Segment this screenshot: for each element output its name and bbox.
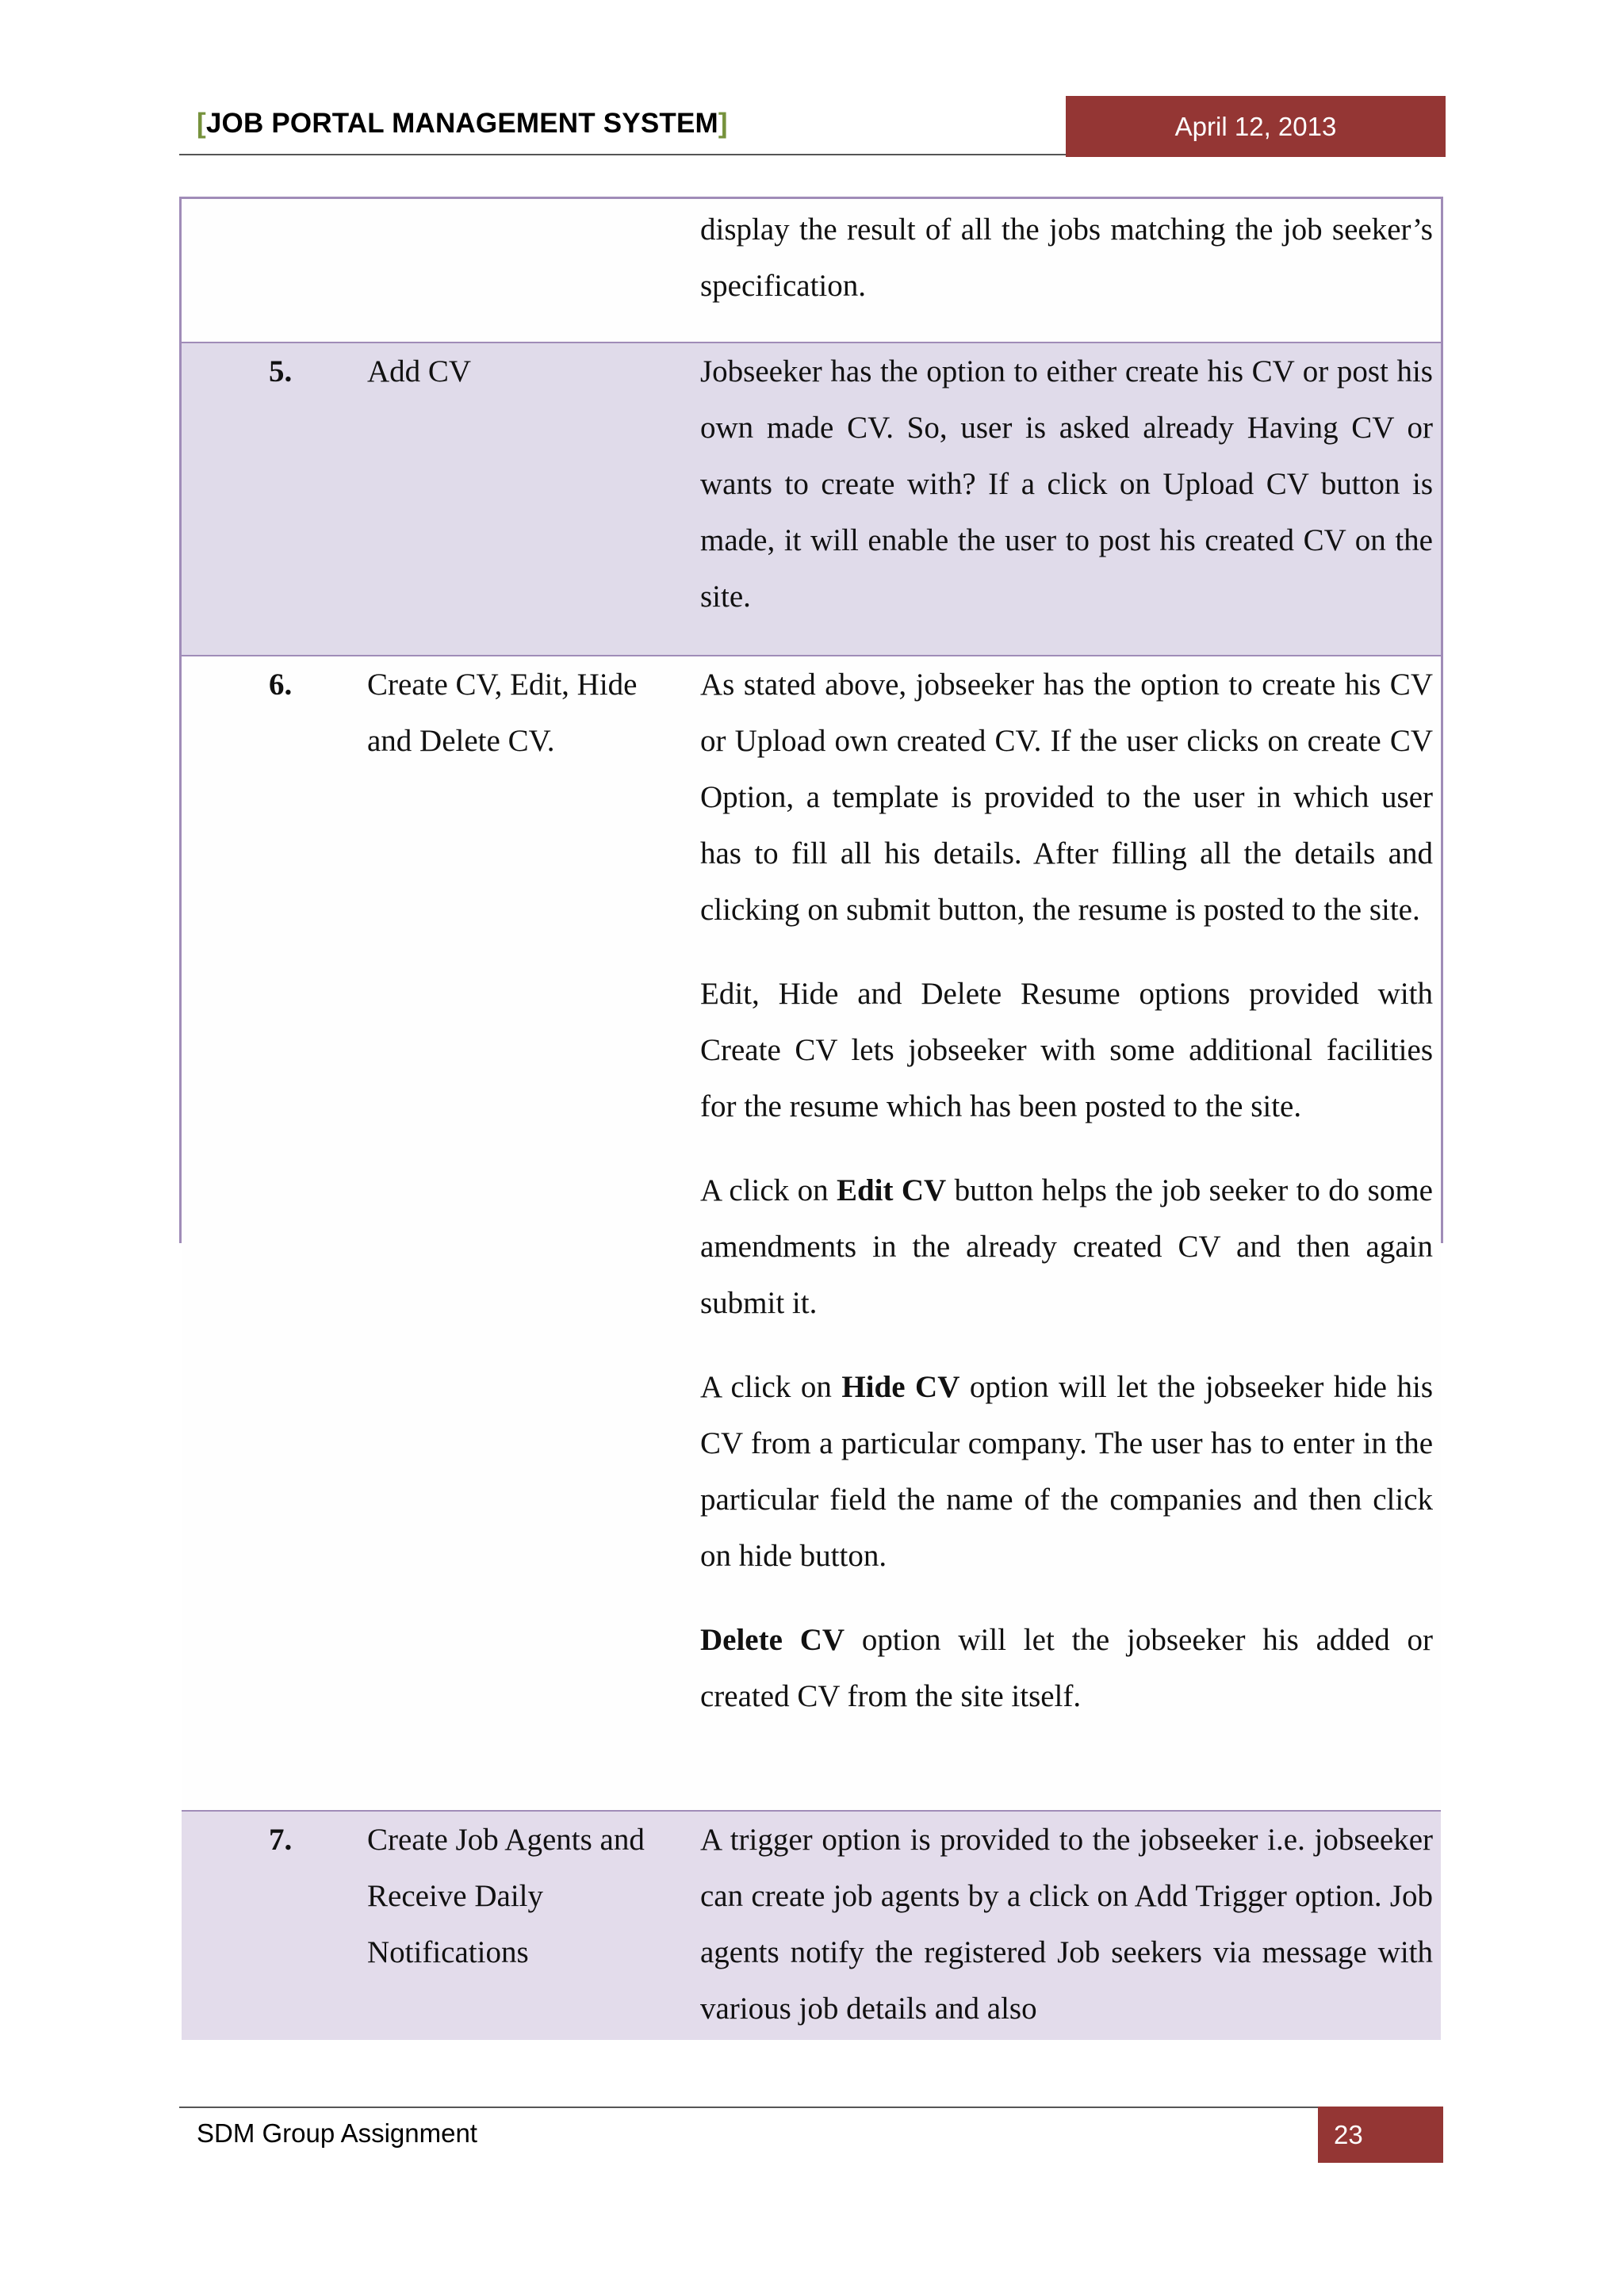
edit-cv-paragraph: A click on Edit CV button helps the job seeker to do some amendments in the already created CV and then again submit it. — [700, 1173, 1433, 1320]
row-description — [700, 656, 1433, 1724]
feature-table — [179, 197, 1443, 2026]
row-number: 6. — [269, 668, 293, 702]
footer-rule — [179, 2107, 1318, 2108]
header-bracket-close: ] — [718, 108, 728, 139]
hide-cv-paragraph: A click on Hide CV option will let the jobseeker hide his CV from a particular company. The user has to enter in the particular field the name of the companies and then click on hide button. — [700, 1370, 1433, 1573]
header-title-text: JOB PORTAL MANAGEMENT SYSTEM — [205, 108, 718, 139]
row-description: display the result of all the jobs matching the job seeker’s specification. — [700, 212, 1433, 303]
description-paragraph: Jobseeker has the option to either create his CV or post his own made CV. So, user is asked already Having CV or wants to create with? If a click on Upload CV button is made, it will enable the user to post his created CV on the site. — [700, 354, 1433, 614]
header-title — [197, 108, 728, 140]
row-description — [700, 1812, 1433, 2037]
delete-cv-paragraph: Delete CV option will let the jobseeker his added or created CV from the site itself. — [700, 1623, 1433, 1713]
description-paragraph: As stated above, jobseeker has the option to create his CV or Upload own created CV. If the user clicks on create CV Option, a template is provided to the user in which user has to fill all his details. After filling all the details and clicking on submit button, the resume is posted to the site. — [700, 668, 1433, 927]
footer-text: SDM Group Assignment — [197, 2118, 477, 2148]
header-rule — [179, 154, 1066, 155]
row-number: 5. — [269, 354, 293, 388]
row-description — [700, 343, 1433, 625]
delete-cv-term: Delete CV — [700, 1623, 845, 1657]
hide-cv-term: Hide CV — [841, 1370, 960, 1404]
row-number: 7. — [269, 1823, 293, 1857]
edit-cv-term: Edit CV — [836, 1173, 947, 1207]
description-paragraph: Edit, Hide and Delete Resume options provided with Create CV lets jobseeker with some additional facilities for the resume which has been posted to the site. — [700, 977, 1433, 1123]
header-date: April 12, 2013 — [1066, 96, 1446, 157]
table-row — [182, 655, 1441, 1810]
header-bracket-open: [ — [197, 108, 206, 139]
description-paragraph: A trigger option is provided to the jobseeker i.e. jobseeker can create job agents by a click on Add Trigger option. Job agents notify the registered Job seekers via message with various job details and also — [700, 1823, 1433, 2026]
page-number: 23 — [1318, 2107, 1443, 2163]
row-title: Create CV, Edit, Hide and Delete CV. — [367, 668, 638, 758]
table-row — [182, 199, 1441, 342]
row-title: Add CV — [367, 354, 472, 388]
row-title: Create Job Agents and Receive Daily Notifications — [367, 1823, 645, 1969]
table-row — [182, 1810, 1441, 2040]
table-row — [182, 342, 1441, 655]
